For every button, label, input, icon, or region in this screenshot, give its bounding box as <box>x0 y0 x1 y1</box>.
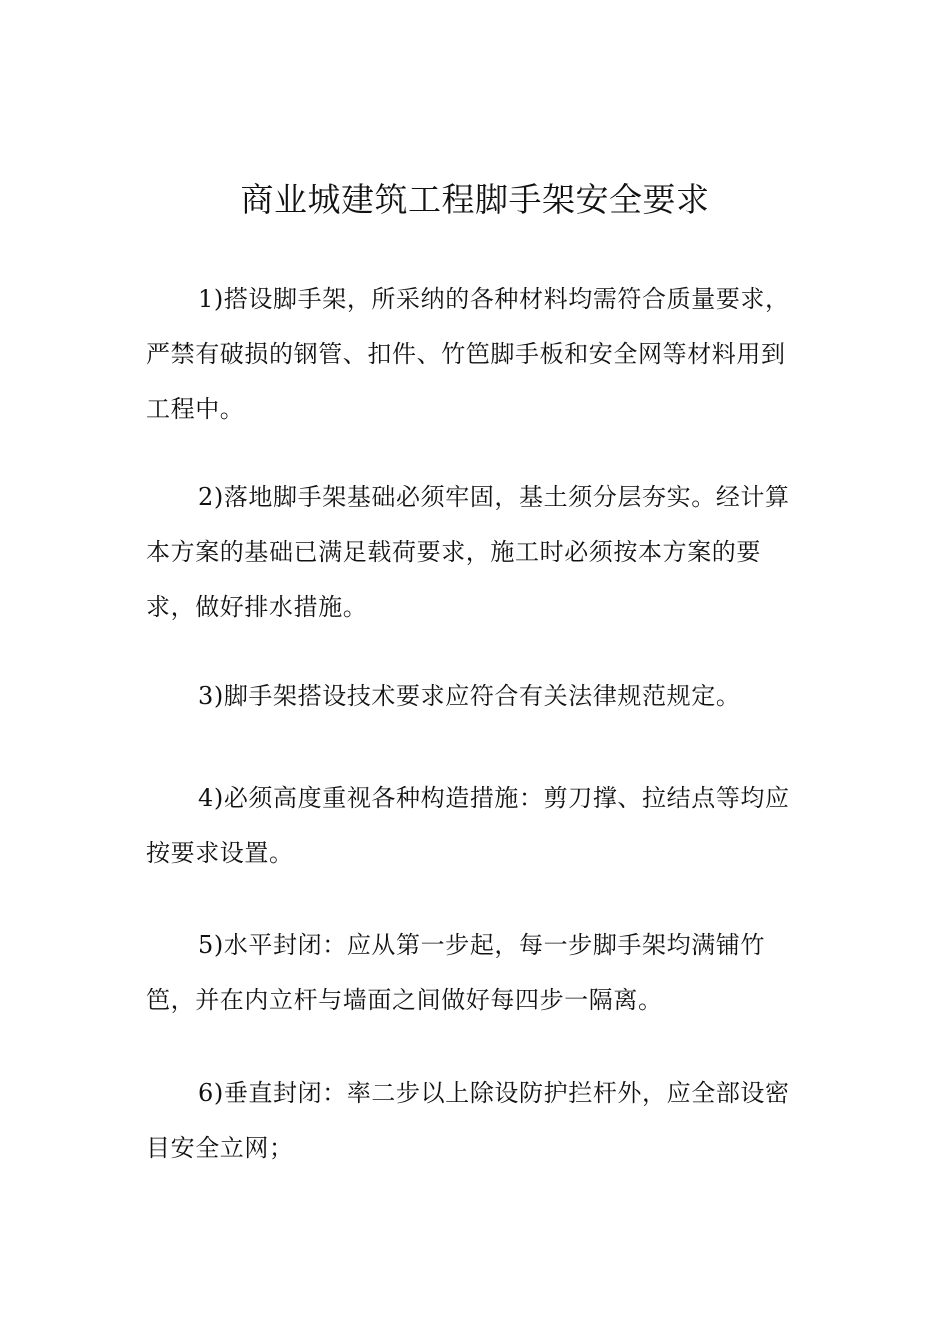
paragraph-2: 2)落地脚手架基础必须牢固，基土须分层夯实。经计算本方案的基础已满足载荷要求，施工时必须按本方案的要求，做好排水措施。 <box>146 483 790 621</box>
document-title: 商业城建筑工程脚手架安全要求 <box>240 180 710 219</box>
paragraph-1: 1)搭设脚手架，所采纳的各种材料均需符合质量要求，严禁有破损的钢管、扣件、竹笆脚手板和安全网等材料用到工程中。 <box>146 285 790 423</box>
paragraph-6: 6)垂直封闭：率二步以上除设防护拦杆外，应全部设密目安全立网； <box>146 1079 790 1162</box>
paragraph-4: 4)必须高度重视各种构造措施：剪刀撑、拉结点等均应按要求设置。 <box>146 784 790 867</box>
paragraph-3: 3)脚手架搭设技术要求应符合有关法律规范规定。 <box>198 682 741 710</box>
paragraph-5: 5)水平封闭：应从第一步起，每一步脚手架均满铺竹笆，并在内立杆与墙面之间做好每四步一隔离。 <box>146 931 766 1014</box>
